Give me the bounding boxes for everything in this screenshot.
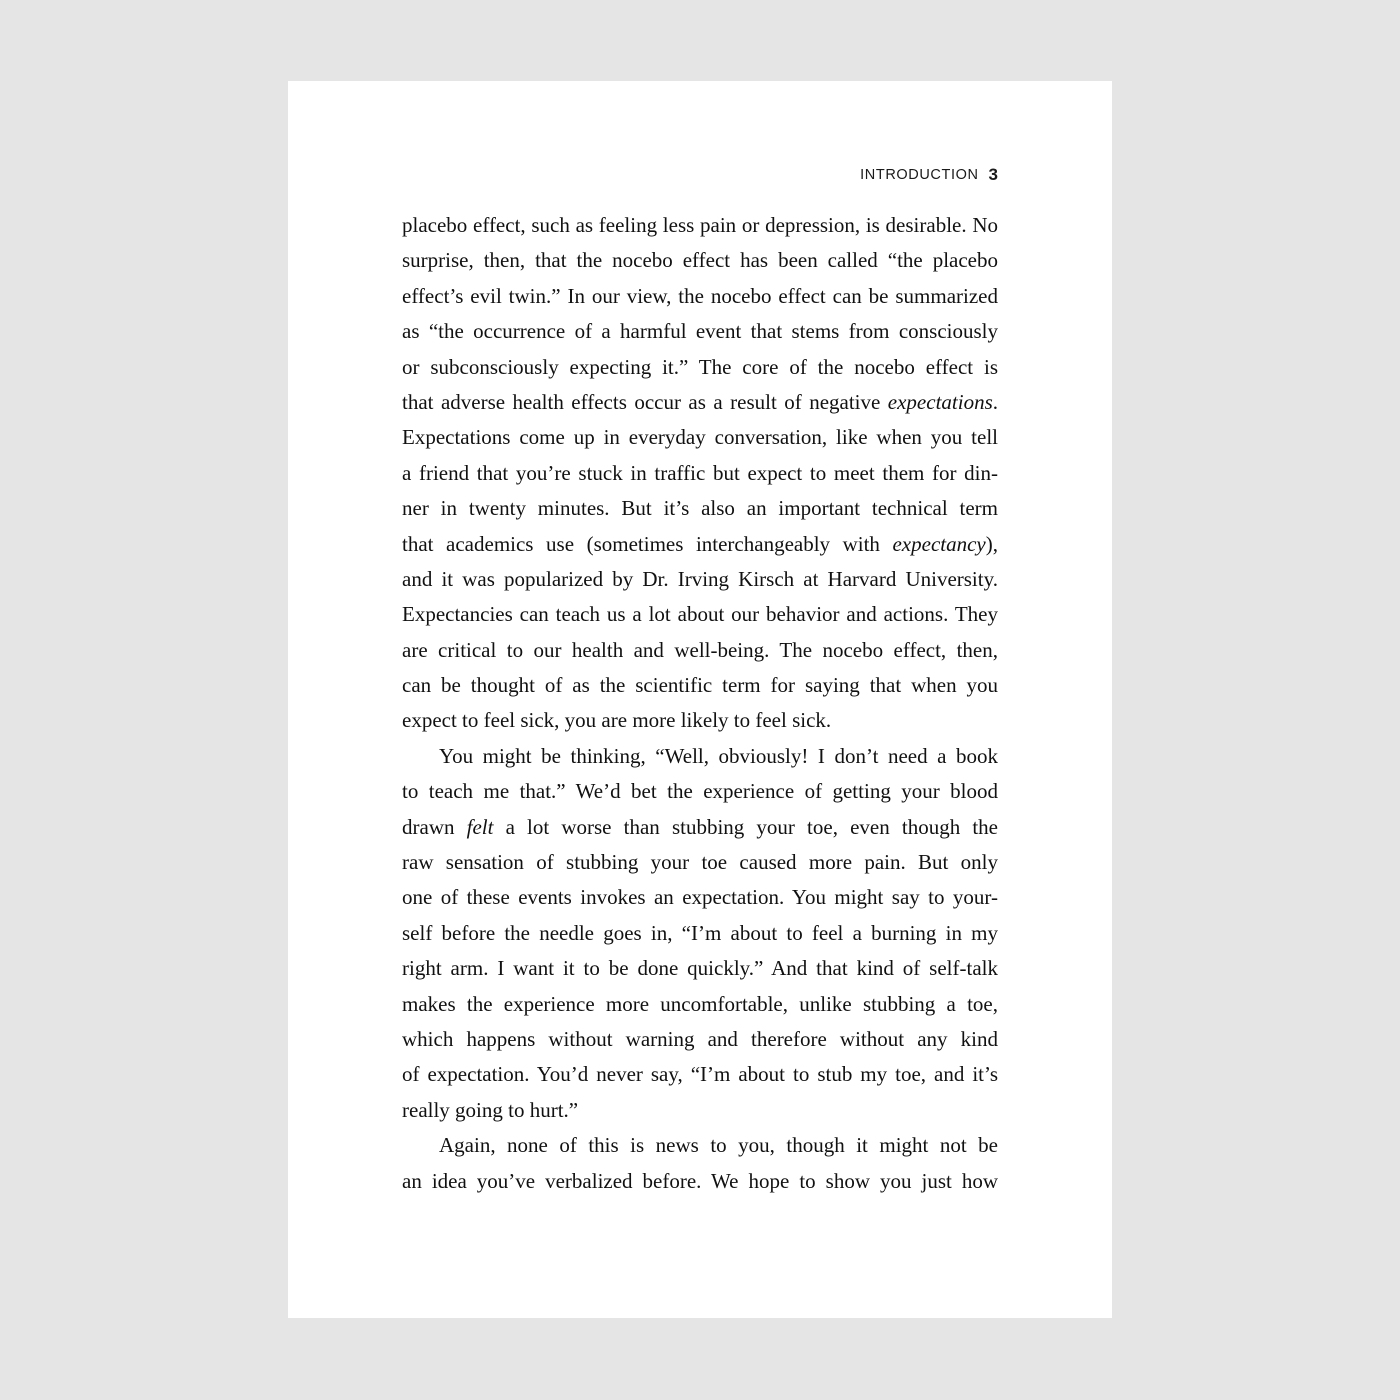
text-line: and it was popularized by Dr. Irving Kirsch at Harvard University. [402,566,998,591]
text-line: right arm. I want it to be done quickly.” And that kind of self-talk [402,956,998,981]
text-span: that adverse health effects occur as a result of negative [402,389,888,414]
text-span: ), [985,531,998,556]
text-line: of expectation. You’d never say, “I’m about to stub my toe, and it’s [402,1062,998,1087]
text-line: which happens without warning and therefore without any kind [402,1026,998,1051]
text-span: . [992,389,998,414]
italic-emphasis: felt [466,814,494,839]
italic-emphasis: expectancy [892,531,986,556]
book-page [288,81,1112,1318]
text-line: an idea you’ve verbalized before. We hope to show you just how [402,1168,998,1193]
text-line: really going to hurt.” [402,1097,579,1122]
text-line: raw sensation of stubbing your toe caused more pain. But only [402,850,998,875]
text-line [402,810,998,845]
text-line [402,527,998,562]
section-title: INTRODUCTION [860,167,979,183]
text-line: surprise, then, that the nocebo effect has been called “the placebo [402,248,998,273]
text-line: self before the needle goes in, “I’m about to feel a burning in my [402,920,998,945]
page-number: 3 [988,165,998,184]
text-line: to teach me that.” We’d bet the experience of getting your blood [402,779,998,804]
text-span: drawn [402,814,467,839]
text-line: one of these events invokes an expectation. You might say to your- [402,885,998,910]
text-line: expect to feel sick, you are more likely to feel sick. [402,708,832,733]
text-line: a friend that you’re stuck in traffic but expect to meet them for din- [402,460,998,485]
text-span: a lot worse than stubbing your toe, even though the [493,814,998,839]
running-head [402,165,998,189]
text-line: as “the occurrence of a harmful event that stems from consciously [402,319,998,344]
text-line: are critical to our health and well-being. The nocebo effect, then, [402,637,998,662]
text-line: Expectancies can teach us a lot about our behavior and actions. They [402,602,998,627]
text-line: placebo effect, such as feeling less pain or depression, is desirable. No [402,213,998,237]
text-span: that academics use (sometimes interchangeably with [402,531,893,556]
text-line: can be thought of as the scientific term for saying that when you [402,673,998,698]
text-line: makes the experience more uncomfortable, unlike stubbing a toe, [402,991,998,1016]
italic-emphasis: expectations [887,389,993,414]
text-line [402,385,998,420]
text-line: Again, none of this is news to you, though it might not be [439,1133,998,1158]
body-text [402,208,998,1199]
text-line: effect’s evil twin.” In our view, the nocebo effect can be summarized [402,283,998,308]
text-line: or subconsciously expecting it.” The core of the nocebo effect is [402,354,998,379]
text-line: ner in twenty minutes. But it’s also an important technical term [402,496,998,521]
text-line: Expectations come up in everyday conversation, like when you tell [402,425,998,450]
text-line: You might be thinking, “Well, obviously! I don’t need a book [439,743,998,768]
